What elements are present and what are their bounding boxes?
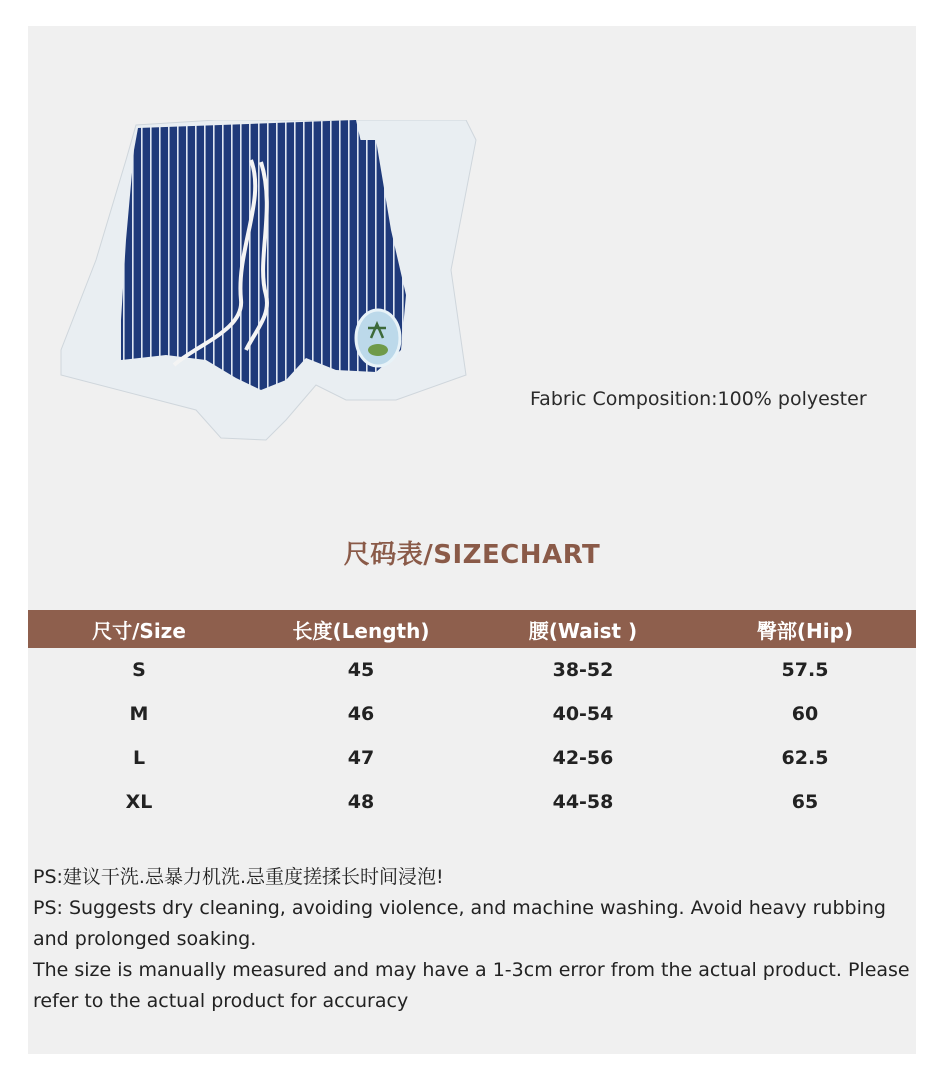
care-notes — [33, 862, 913, 1017]
cell-size: XL — [125, 791, 153, 813]
cell-hip: 60 — [791, 703, 819, 725]
cell-hip: 62.5 — [781, 747, 829, 769]
header-waist: 腰(Waist ) — [528, 618, 638, 643]
cell-waist: 38-52 — [552, 659, 614, 681]
cell-length: 45 — [347, 659, 375, 681]
cell-waist: 40-54 — [552, 703, 614, 725]
cell-hip: 65 — [791, 791, 819, 813]
cell-waist: 44-58 — [552, 791, 614, 813]
cell-length: 47 — [347, 747, 375, 769]
table-row — [28, 648, 916, 692]
cell-size: M — [129, 703, 149, 725]
header-length: 长度(Length) — [292, 618, 430, 643]
header-hip: 臀部(Hip) — [756, 618, 854, 643]
header-size: 尺寸/Size — [92, 618, 186, 643]
table-row — [28, 736, 916, 780]
cell-size: L — [132, 747, 146, 769]
care-note-chinese: PS:建议干洗.忌暴力机洗.忌重度搓揉长时间浸泡! — [33, 866, 444, 888]
size-chart-title: 尺码表/SIZECHART — [343, 540, 601, 570]
table-row — [28, 780, 916, 824]
table-row — [28, 692, 916, 736]
fabric-composition: Fabric Composition:100% polyester — [530, 388, 867, 410]
cell-size: S — [132, 659, 146, 681]
cell-hip: 57.5 — [781, 659, 829, 681]
measurement-note: The size is manually measured and may have a 1-3cm error from the actual product. Please refer to the actual product for accuracy — [33, 959, 910, 1012]
cell-waist: 42-56 — [552, 747, 614, 769]
table-header-row — [28, 610, 916, 648]
size-chart-table — [28, 610, 916, 824]
cell-length: 48 — [347, 791, 375, 813]
cell-length: 46 — [347, 703, 375, 725]
care-note-english: PS: Suggests dry cleaning, avoiding violence, and machine washing. Avoid heavy rubbing and prolonged soaking. — [33, 897, 886, 950]
product-image-shorts — [56, 120, 486, 450]
